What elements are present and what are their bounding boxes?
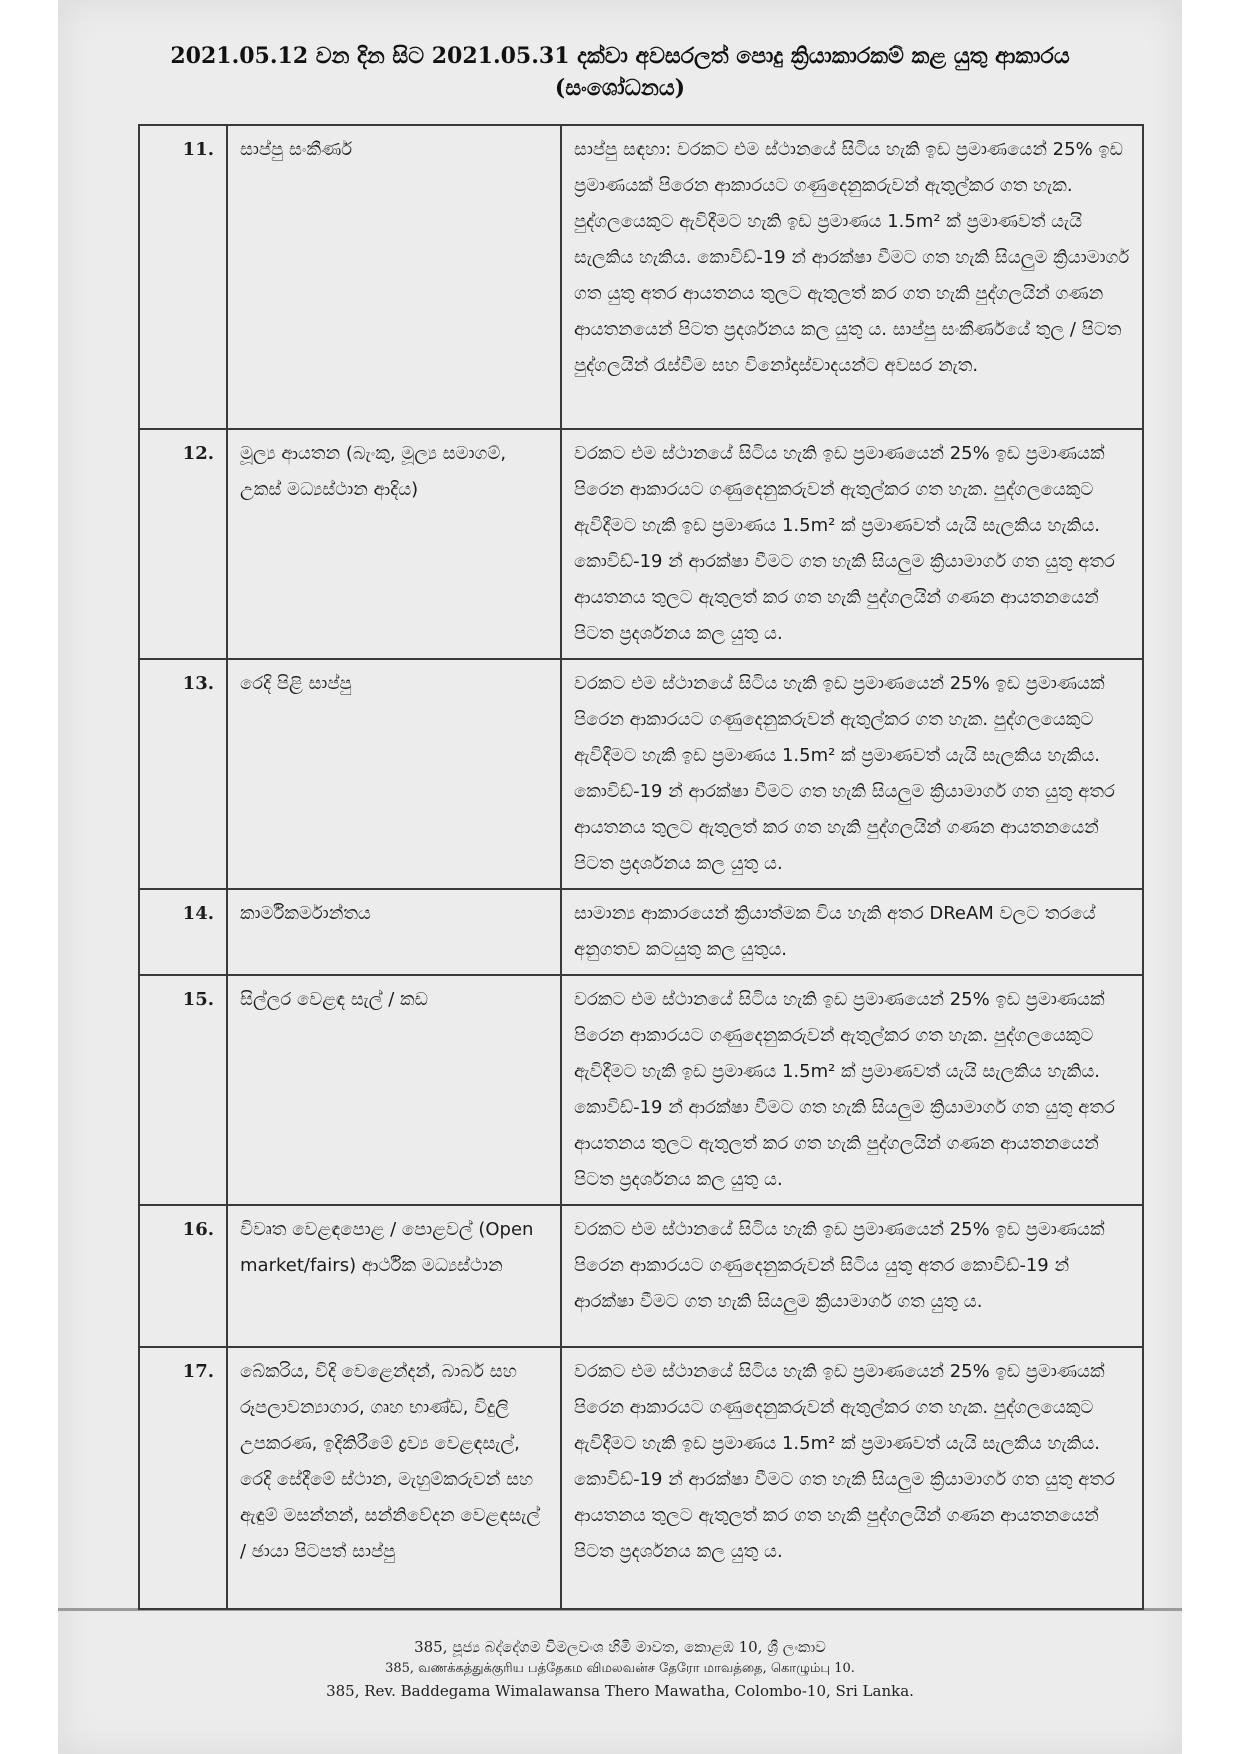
address-footer [150, 1636, 1090, 1702]
activity-guideline: වරකට එම ස්ථානයේ සිටිය හැකි ඉඩ ප්‍රමාණයෙන් 25% ඉඩ ප්‍රමාණයක් පිරෙන ආකාරයට ගණුදෙනුකරුවන් ඇතුල්කර ගත හැක. පුද්ගලයෙකුට ඇවිදීමට හැකි ඉඩ ප්‍රමාණය 1.5m² ක් ප්‍රමාණවත් යැයි සැලකිය හැකිය. කොවිඩ්-19 න් ආරක්ෂා වීමට ගත හැකි සියලුම ක්‍රියාමාර්ග ගත යුතු අතර ආයතනය තුලට ඇතුලත් කර ගත හැකි පුද්ගලයින් ගණන ආයතනයෙන් පිටත ප්‍රදර්ශනය කල යුතු ය. [561, 659, 1143, 889]
row-number: 17. [139, 1347, 227, 1609]
address-english: 385, Rev. Baddegama Wimalawansa Thero Mawatha, Colombo-10, Sri Lanka. [326, 1682, 914, 1700]
activity-guideline: වරකට එම ස්ථානයේ සිටිය හැකි ඉඩ ප්‍රමාණයෙන් 25% ඉඩ ප්‍රමාණයක් පිරෙන ආකාරයට ගණුදෙනුකරුවන් ඇතුල්කර ගත හැක. පුද්ගලයෙකුට ඇවිදීමට හැකි ඉඩ ප්‍රමාණය 1.5m² ක් ප්‍රමාණවත් යැයි සැලකිය හැකිය. කොවිඩ්-19 න් ආරක්ෂා වීමට ගත හැකි සියලුම ක්‍රියාමාර්ග ගත යුතු අතර ආයතනය තුලට ඇතුලත් කර ගත හැකි පුද්ගලයින් ගණන ආයතනයෙන් පිටත ප්‍රදර්ශනය කල යුතු ය. [561, 975, 1143, 1205]
activity-guideline: වරකට එම ස්ථානයේ සිටිය හැකි ඉඩ ප්‍රමාණයෙන් 25% ඉඩ ප්‍රමාණයක් පිරෙන ආකාරයට ගණුදෙනුකරුවන් සිටිය යුතු අතර කොවිඩ්-19 න් ආරක්ෂා වීමට ගත හැකි සියලුම ක්‍රියාමාර්ග ගත යුතු ය. [561, 1205, 1143, 1347]
row-number: 16. [139, 1205, 227, 1347]
activity-guideline: වරකට එම ස්ථානයේ සිටිය හැකි ඉඩ ප්‍රමාණයෙන් 25% ඉඩ ප්‍රමාණයක් පිරෙන ආකාරයට ගණුදෙනුකරුවන් ඇතුල්කර ගත හැක. පුද්ගලයෙකුට ඇවිදීමට හැකි ඉඩ ප්‍රමාණය 1.5m² ක් ප්‍රමාණවත් යැයි සැලකිය හැකිය. කොවිඩ්-19 න් ආරක්ෂා වීමට ගත හැකි සියලුම ක්‍රියාමාර්ග ගත යුතු අතර ආයතනය තුලට ඇතුලත් කර ගත හැකි පුද්ගලයින් ගණන ආයතනයෙන් පිටත ප්‍රදර්ශනය කල යුතු ය. [561, 1347, 1143, 1609]
activity-category: කාර්මිකර්මාන්තය [227, 889, 561, 975]
table-row [139, 1205, 1143, 1347]
activity-category: සාප්පු සංකීර්ණ [227, 125, 561, 429]
activity-guideline: සාමාන්‍ය ආකාරයෙන් ක්‍රියාත්මක විය හැකි අතර DReAM වලට තරයේ අනුගතව කටයුතු කල යුතුය. [561, 889, 1143, 975]
activity-guideline: වරකට එම ස්ථානයේ සිටිය හැකි ඉඩ ප්‍රමාණයෙන් 25% ඉඩ ප්‍රමාණයක් පිරෙන ආකාරයට ගණුදෙනුකරුවන් ඇතුල්කර ගත හැක. පුද්ගලයෙකුට ඇවිදීමට හැකි ඉඩ ප්‍රමාණය 1.5m² ක් ප්‍රමාණවත් යැයි සැලකිය හැකිය. කොවිඩ්-19 න් ආරක්ෂා වීමට ගත හැකි සියලුම ක්‍රියාමාර්ග ගත යුතු අතර ආයතනය තුලට ඇතුලත් කර ගත හැකි පුද්ගලයින් ගණන ආයතනයෙන් පිටත ප්‍රදර්ශනය කල යුතු ය. [561, 429, 1143, 659]
address-tamil: 385, வணக்கத்துக்குரிய பத்தேகம விமலவன்ச தேரோ மாவத்தை, கொழும்பு 10. [385, 1661, 855, 1676]
table-row [139, 1347, 1143, 1609]
address-sinhala: 385, පූජ්‍ය බද්දේගම විමලවංශ හිමි මාවත, කොළඹ 10, ශ්‍රී ලංකාව [414, 1638, 826, 1656]
document-heading [150, 40, 1090, 104]
activity-category: මූල්‍ය ආයතන (බැංකු, මූල්‍ය සමාගම්, උකස් මධ්‍යස්ථාන ආදිය) [227, 429, 561, 659]
row-number: 12. [139, 429, 227, 659]
document-title: 2021.05.12 වන දින සිට 2021.05.31 දක්වා අවසරලත් පොදු ක්‍රියාකාරකම් කළ යුතු ආකාරය [170, 43, 1070, 69]
activity-category: සිල්ලර වෙළඳ සැල් / කඩ [227, 975, 561, 1205]
row-number: 11. [139, 125, 227, 429]
table-row [139, 889, 1143, 975]
activity-category: බේකරිය, විදි වෙළෙන්දන්, බාබර් සහ රූපලාවන්‍යාගාර, ගෘහ භාණ්ඩ, විදුලි උපකරණ, ඉදිකිරීමේ ද්‍රව්‍ය වෙළඳසැල්, රෙදි සේදීමේ ස්ථාන, මැහුම්කරුවන් සහ ඇඳුම් මසන්නන්, සන්නිවේදන වෙළඳසැල් / ඡායා පිටපත් සාප්පු [227, 1347, 561, 1609]
row-number: 13. [139, 659, 227, 889]
activity-guideline: සාප්පු සඳහා: වරකට එම ස්ථානයේ සිටිය හැකි ඉඩ ප්‍රමාණයෙන් 25% ඉඩ ප්‍රමාණයක් පිරෙන ආකාරයට ගණුදෙනුකරුවන් ඇතුල්කර ගත හැක. පුද්ගලයෙකුට ඇවිදීමට හැකි ඉඩ ප්‍රමාණය 1.5m² ක් ප්‍රමාණවත් යැයි සැලකිය හැකිය. කොවිඩ්-19 න් ආරක්ෂා වීමට ගත හැකි සියලුම ක්‍රියාමාර්ග ගත යුතු අතර ආයතනය තුලට ඇතුලත් කර ගත හැකි පුද්ගලයින් ගණන ආයතනයෙන් පිටත ප්‍රදර්ශනය කල යුතු ය. සාප්පු සංකීර්ණයේ තුල / පිටත පුද්ගලයින් රැස්වීම සහ විනෝදාස්වාදයන්ට අවසර නැත. [561, 125, 1143, 429]
row-number: 15. [139, 975, 227, 1205]
table-row [139, 429, 1143, 659]
table-row [139, 659, 1143, 889]
activity-category: රෙදි පිළි සාප්පු [227, 659, 561, 889]
table-row [139, 125, 1143, 429]
table-row [139, 975, 1143, 1205]
activities-table [138, 124, 1144, 1610]
document-subtitle: (සංශෝධනය) [554, 75, 686, 101]
row-number: 14. [139, 889, 227, 975]
activity-category: විවෘත වෙළඳපොළ / පොළවල් (Open market/fairs) ආර්ථික මධ්‍යස්ථාන [227, 1205, 561, 1347]
